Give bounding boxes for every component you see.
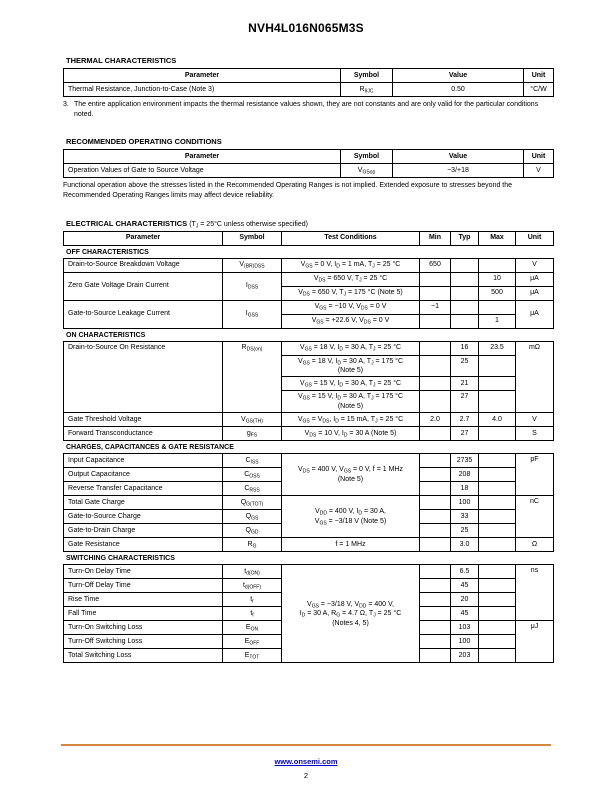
- col-header-value: Value: [393, 69, 524, 83]
- param-cell: Turn-On Switching Loss: [64, 621, 223, 635]
- symbol-cell: $t_r$: [223, 593, 282, 607]
- param-cell: Zero Gate Voltage Drain Current: [64, 272, 223, 300]
- unit-cell: μA: [516, 272, 554, 286]
- typ-cell: 100: [451, 635, 479, 649]
- typ-cell: [451, 258, 479, 272]
- table-row: [64, 454, 554, 468]
- max-cell: [479, 524, 516, 538]
- max-cell: [479, 565, 516, 579]
- max-cell: [479, 468, 516, 482]
- min-cell: [420, 355, 451, 377]
- cond-cell: $V_{GS} = V_{DS}$, $I_D = 15$ mA, $T_J = 25$ °C: [282, 413, 420, 427]
- min-cell: [420, 286, 451, 300]
- min-cell: [420, 538, 451, 552]
- cond-cell: $V_{GS} = 0$ V, $I_D = 1$ mA, $T_J = 25$ °C: [282, 258, 420, 272]
- typ-cell: 208: [451, 468, 479, 482]
- col-header-symbol: Symbol: [341, 69, 393, 83]
- table-row: [64, 496, 554, 510]
- max-cell: [479, 649, 516, 663]
- symbol-cell: $g_{FS}$: [223, 427, 282, 441]
- electrical-header-table: [63, 231, 554, 246]
- thermal-note: [63, 100, 553, 120]
- note-text: The entire application environment impacts the thermal resistance values shown, they are not constants and are only valid for the particular conditions noted.: [74, 101, 539, 119]
- electrical-heading-qualifier: ($T_J = 25^\circ C$ unless otherwise specified): [189, 220, 308, 230]
- symbol-cell: $R_{DS(on)}$: [223, 341, 282, 413]
- switching-table: [63, 564, 554, 663]
- symbol-cell: $Q_{GS}$: [223, 510, 282, 524]
- table-header-row: [64, 231, 554, 245]
- col-header-min: Min: [420, 231, 451, 245]
- typ-cell: 21: [451, 377, 479, 391]
- typ-cell: 18: [451, 482, 479, 496]
- recommended-table: [63, 149, 554, 178]
- max-cell: [479, 621, 516, 635]
- table-header-row: [64, 150, 554, 164]
- param-cell: Output Capacitance: [64, 468, 223, 482]
- min-cell: [420, 607, 451, 621]
- col-header-unit: Unit: [524, 150, 554, 164]
- thermal-heading: THERMAL CHARACTERISTICS: [66, 56, 177, 65]
- max-cell: [479, 496, 516, 510]
- max-cell: [479, 579, 516, 593]
- typ-cell: 203: [451, 649, 479, 663]
- min-cell: [420, 621, 451, 635]
- min-cell: [420, 391, 451, 413]
- min-cell: [420, 377, 451, 391]
- symbol-cell: $I_{DSS}$: [223, 272, 282, 300]
- col-header-max: Max: [479, 231, 516, 245]
- typ-cell: 16: [451, 341, 479, 355]
- table-row: [64, 300, 554, 314]
- min-cell: [420, 510, 451, 524]
- typ-cell: 2.7: [451, 413, 479, 427]
- page-number: 2: [303, 771, 309, 780]
- page-title: NVH4L016N065M3S: [248, 21, 364, 35]
- charges-table: [63, 453, 554, 552]
- symbol-cell: $C_{ISS}$: [223, 454, 282, 468]
- unit-cell: μA: [516, 286, 554, 300]
- cond-cell: f = 1 MHz: [282, 538, 420, 552]
- min-cell: [420, 427, 451, 441]
- min-cell: [420, 454, 451, 468]
- max-cell: [479, 355, 516, 377]
- off-characteristics-table: [63, 258, 554, 329]
- max-cell: [479, 538, 516, 552]
- cond-cell: $V_{GS} = +22.6$ V, $V_{DS} = 0$ V: [282, 314, 420, 328]
- typ-cell: 3.0: [451, 538, 479, 552]
- param-cell: Drain-to-Source Breakdown Voltage: [64, 258, 223, 272]
- min-cell: [420, 341, 451, 355]
- unit-cell: μA: [516, 300, 554, 328]
- col-header-symbol: Symbol: [223, 231, 282, 245]
- col-header-parameter: Parameter: [64, 69, 341, 83]
- col-header-typ: Typ: [451, 231, 479, 245]
- typ-cell: 6.5: [451, 565, 479, 579]
- param-cell: Turn-Off Delay Time: [64, 579, 223, 593]
- param-cell: Drain-to-Source On Resistance: [64, 341, 223, 413]
- min-cell: [420, 649, 451, 663]
- value-cell: 0.50: [393, 83, 524, 97]
- typ-cell: 45: [451, 579, 479, 593]
- symbol-cell: $R_G$: [223, 538, 282, 552]
- min-cell: [420, 496, 451, 510]
- symbol-cell: $C_{RSS}$: [223, 482, 282, 496]
- table-row: [64, 164, 554, 178]
- min-cell: [420, 579, 451, 593]
- param-cell: Gate-to-Drain Charge: [64, 524, 223, 538]
- table-row: [64, 83, 554, 97]
- min-cell: [420, 314, 451, 328]
- typ-cell: 20: [451, 593, 479, 607]
- unit-cell: V: [516, 258, 554, 272]
- cond-cell: $V_{DS} = 650$ V, $T_J = 25$ °C: [282, 272, 420, 286]
- typ-cell: 27: [451, 427, 479, 441]
- col-header-symbol: Symbol: [341, 150, 393, 164]
- typ-cell: [451, 272, 479, 286]
- typ-cell: [451, 300, 479, 314]
- onsemi-link[interactable]: www.onsemi.com: [274, 757, 338, 766]
- max-cell: 1: [479, 314, 516, 328]
- col-header-unit: Unit: [524, 69, 554, 83]
- min-cell: [420, 593, 451, 607]
- symbol-cell: $t_f$: [223, 607, 282, 621]
- symbol-cell: $V_{GS(TH)}$: [223, 413, 282, 427]
- min-cell: [420, 468, 451, 482]
- max-cell: [479, 427, 516, 441]
- param-cell: Input Capacitance: [64, 454, 223, 468]
- unit-cell: S: [516, 427, 554, 441]
- typ-cell: 33: [451, 510, 479, 524]
- symbol-cell: $Q_{G(TOT)}$: [223, 496, 282, 510]
- value-cell: −3/+18: [393, 164, 524, 178]
- symbol-cell: $t_{d(ON)}$: [223, 565, 282, 579]
- symbol-cell: $R_{\theta JC}$: [341, 83, 393, 97]
- cond-cell: $V_{GS} = 15$ V, $I_D = 30$ A, $T_J = 175$ °C (Note 5): [282, 391, 420, 413]
- typ-cell: 45: [451, 607, 479, 621]
- param-cell: Gate-to-Source Leakage Current: [64, 300, 223, 328]
- off-characteristics-heading: OFF CHARACTERISTICS: [66, 248, 149, 256]
- min-cell: 650: [420, 258, 451, 272]
- cond-cell: $V_{DS} = 10$ V, $I_D = 30$ A (Note 5): [282, 427, 420, 441]
- typ-cell: 25: [451, 355, 479, 377]
- unit-cell: nC: [516, 496, 554, 538]
- unit-cell: μJ: [516, 621, 554, 663]
- table-row: [64, 272, 554, 286]
- note-number: 3.: [63, 101, 69, 108]
- table-row: [64, 427, 554, 441]
- page-content: [0, 35, 612, 663]
- max-cell: [479, 607, 516, 621]
- max-cell: [479, 391, 516, 413]
- page-footer: [61, 744, 551, 780]
- electrical-heading: [66, 219, 553, 228]
- param-cell: Forward Transconductance: [64, 427, 223, 441]
- typ-cell: 103: [451, 621, 479, 635]
- max-cell: [479, 454, 516, 468]
- col-header-test-conditions: Test Conditions: [282, 231, 420, 245]
- switching-heading: SWITCHING CHARACTERISTICS: [66, 555, 175, 563]
- typ-cell: 2735: [451, 454, 479, 468]
- typ-cell: [451, 286, 479, 300]
- recommended-heading: RECOMMENDED OPERATING CONDITIONS: [66, 137, 222, 147]
- table-row: [64, 258, 554, 272]
- col-header-parameter: Parameter: [64, 150, 341, 164]
- unit-cell: °C/W: [524, 83, 554, 97]
- max-cell: [479, 510, 516, 524]
- cond-cell: $V_{GS} = 18$ V, $I_D = 30$ A, $T_J = 25$ °C: [282, 341, 420, 355]
- typ-cell: 25: [451, 524, 479, 538]
- cond-cell: $V_{DD} = 400$ V, $I_D = 30$ A, $V_{GS} = -3/18$ V (Note 5): [282, 496, 420, 538]
- unit-cell: Ω: [516, 538, 554, 552]
- symbol-cell: $E_{TOT}$: [223, 649, 282, 663]
- cond-cell: $V_{GS} = -10$ V, $V_{DS} = 0$ V: [282, 300, 420, 314]
- unit-cell: pF: [516, 454, 554, 496]
- param-cell: Turn-Off Switching Loss: [64, 635, 223, 649]
- param-cell: Turn-On Delay Time: [64, 565, 223, 579]
- min-cell: [420, 635, 451, 649]
- param-cell: Operation Values of Gate to Source Voltage: [64, 164, 341, 178]
- min-cell: [420, 272, 451, 286]
- symbol-cell: $V_{(BR)DSS}$: [223, 258, 282, 272]
- recommended-note: Functional operation above the stresses listed in the Recommended Operating Ranges is not implied. Extended exposure to stresses beyond the Recommended Operating Ranges limits may affect device reliability.: [63, 182, 513, 200]
- symbol-cell: $C_{OSS}$: [223, 468, 282, 482]
- max-cell: [479, 258, 516, 272]
- symbol-cell: $I_{GSS}$: [223, 300, 282, 328]
- col-header-parameter: Parameter: [64, 231, 223, 245]
- typ-cell: [451, 314, 479, 328]
- param-cell: Total Switching Loss: [64, 649, 223, 663]
- symbol-cell: $V_{GSop}$: [341, 164, 393, 178]
- symbol-cell: $t_{d(OFF)}$: [223, 579, 282, 593]
- table-row: [64, 341, 554, 355]
- min-cell: [420, 524, 451, 538]
- on-characteristics-heading: ON CHARACTERISTICS: [66, 331, 146, 339]
- max-cell: 500: [479, 286, 516, 300]
- param-cell: Gate Resistance: [64, 538, 223, 552]
- thermal-table: [63, 68, 554, 97]
- max-cell: 4.0: [479, 413, 516, 427]
- electrical-heading-text: ELECTRICAL CHARACTERISTICS: [66, 218, 188, 228]
- unit-cell: V: [516, 413, 554, 427]
- symbol-cell: $Q_{GD}$: [223, 524, 282, 538]
- table-header-row: [64, 69, 554, 83]
- typ-cell: 27: [451, 391, 479, 413]
- min-cell: 2.0: [420, 413, 451, 427]
- cond-cell: $V_{GS} = 18$ V, $I_D = 30$ A, $T_J = 175$ °C (Note 5): [282, 355, 420, 377]
- max-cell: [479, 635, 516, 649]
- cond-cell: $V_{GS} = 15$ V, $I_D = 30$ A, $T_J = 25$ °C: [282, 377, 420, 391]
- unit-cell: ns: [516, 565, 554, 621]
- min-cell: −1: [420, 300, 451, 314]
- col-header-value: Value: [393, 150, 524, 164]
- param-cell: Thermal Resistance, Junction-to-Case (Note 3): [64, 83, 341, 97]
- param-cell: Total Gate Charge: [64, 496, 223, 510]
- cond-cell: $V_{GS} = -3/18$ V, $V_{DD} = 400$ V, $I_D = 30$ A, $R_G = 4.7$ Ω, $T_J = 25$ °C (Notes 4, 5): [282, 565, 420, 663]
- symbol-cell: $E_{OFF}$: [223, 635, 282, 649]
- max-cell: 23.5: [479, 341, 516, 355]
- table-row: [64, 413, 554, 427]
- on-characteristics-table: [63, 341, 554, 442]
- col-header-unit: Unit: [516, 231, 554, 245]
- max-cell: [479, 482, 516, 496]
- param-cell: Rise Time: [64, 593, 223, 607]
- unit-cell: V: [524, 164, 554, 178]
- cond-cell: $V_{DS} = 650$ V, $T_J = 175$ °C (Note 5): [282, 286, 420, 300]
- symbol-cell: $E_{ON}$: [223, 621, 282, 635]
- unit-cell: mΩ: [516, 341, 554, 413]
- min-cell: [420, 482, 451, 496]
- param-cell: Fall Time: [64, 607, 223, 621]
- footer-rule: [61, 744, 551, 746]
- max-cell: [479, 377, 516, 391]
- max-cell: [479, 593, 516, 607]
- cond-cell: $V_{DS} = 400$ V, $V_{GS} = 0$ V, f = 1 MHz (Note 5): [282, 454, 420, 496]
- param-cell: Gate-to-Source Charge: [64, 510, 223, 524]
- param-cell: Reverse Transfer Capacitance: [64, 482, 223, 496]
- max-cell: 10: [479, 272, 516, 286]
- table-row: [64, 565, 554, 579]
- min-cell: [420, 565, 451, 579]
- charges-heading: CHARGES, CAPACITANCES & GATE RESISTANCE: [66, 444, 234, 452]
- param-cell: Gate Threshold Voltage: [64, 413, 223, 427]
- typ-cell: 100: [451, 496, 479, 510]
- table-row: [64, 538, 554, 552]
- max-cell: [479, 300, 516, 314]
